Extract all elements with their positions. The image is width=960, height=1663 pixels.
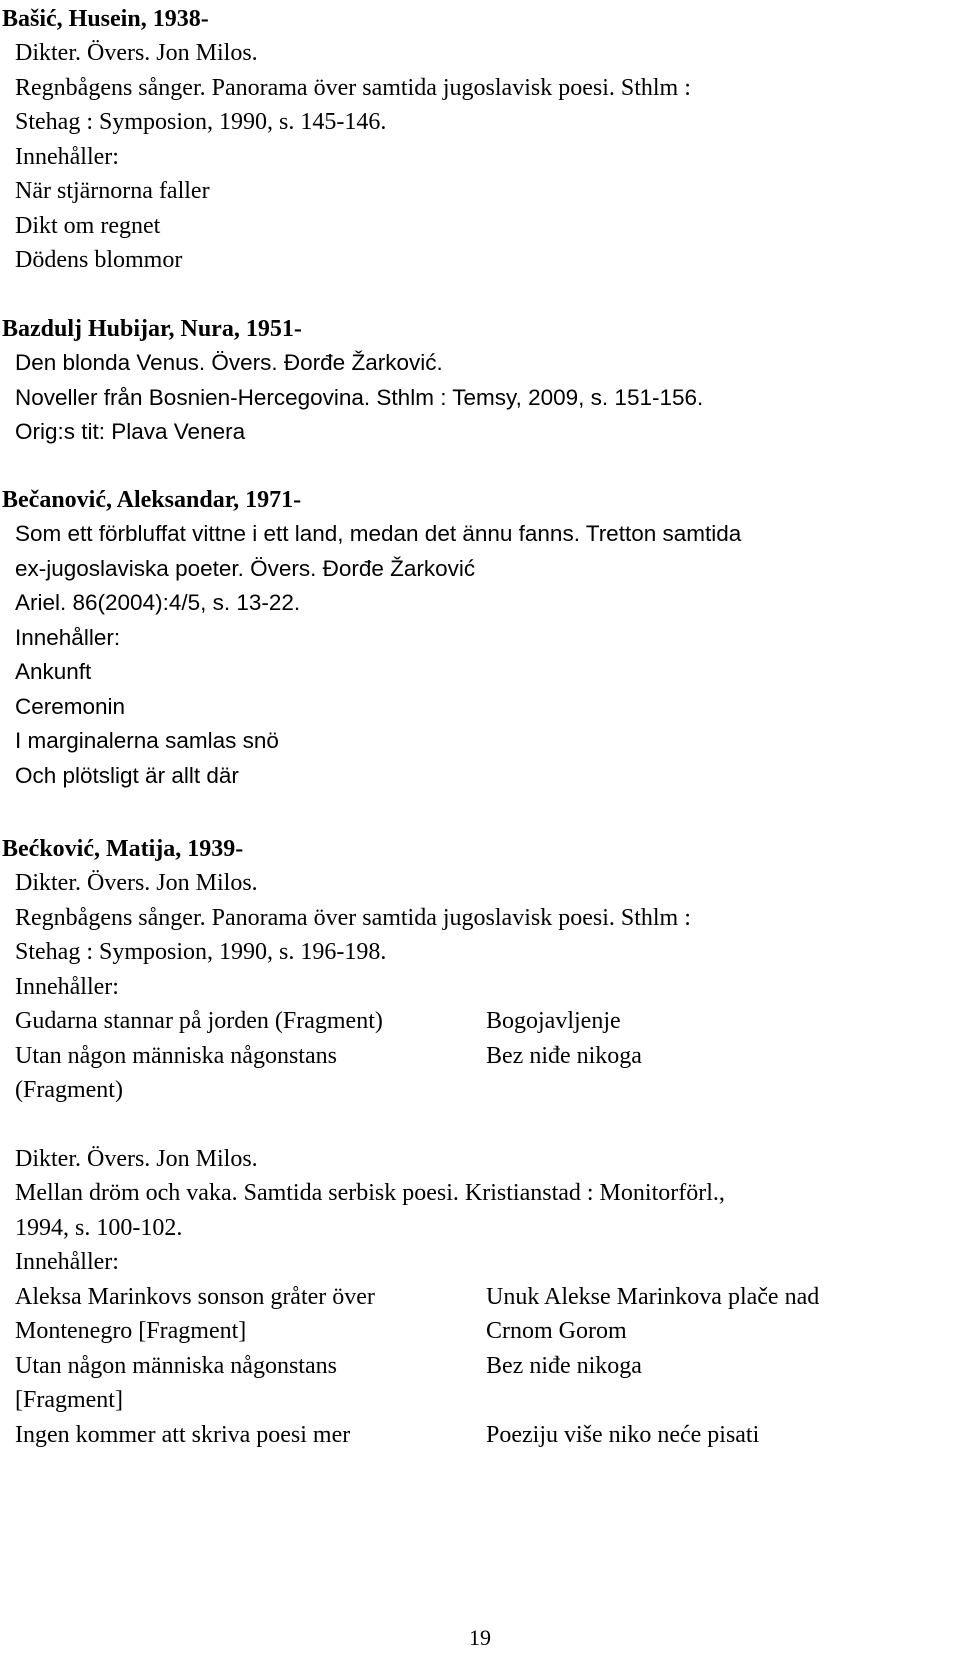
poem-title-sv: (Fragment) bbox=[15, 1077, 123, 1103]
entry-line: Dikter. Övers. Jon Milos. bbox=[15, 870, 258, 896]
poem-title-orig: Poeziju više niko neće pisati bbox=[486, 1421, 760, 1448]
entry-line: Innehåller: bbox=[15, 1249, 119, 1275]
entry-line: Innehåller: bbox=[15, 624, 121, 650]
entry-line: Innehåller: bbox=[15, 973, 119, 1000]
poem-row bbox=[0, 1073, 960, 1108]
entry-line: Ceremonin bbox=[15, 693, 126, 719]
entry-bazdulj bbox=[0, 312, 960, 450]
poem-title-orig: Bez niđe nikoga bbox=[486, 1042, 642, 1069]
entry-line: Den blonda Venus. Övers. Đorđe Žarković. bbox=[15, 350, 443, 375]
entry-becanovic bbox=[0, 483, 960, 793]
entry-line: Dikter. Övers. Jon Milos. bbox=[15, 40, 258, 66]
entry-line: Mellan dröm och vaka. Samtida serbisk poesi. Kristianstad : Monitorförl., bbox=[15, 1180, 725, 1206]
entry-line: I marginalerna samlas snö bbox=[15, 728, 279, 753]
entry-line: 1994, s. 100-102. bbox=[15, 1214, 183, 1241]
entry-line: Dikter. Övers. Jon Milos. bbox=[15, 1145, 258, 1172]
spacer bbox=[0, 1108, 960, 1142]
poem-row bbox=[0, 1280, 960, 1315]
poem-title-orig: Crnom Gorom bbox=[486, 1318, 627, 1344]
entry-line: Stehag : Symposion, 1990, s. 196-198. bbox=[15, 939, 387, 965]
entry-line: Regnbågens sånger. Panorama över samtida jugoslavisk poesi. Sthlm : bbox=[15, 904, 691, 931]
poem-title-sv: Gudarna stannar på jorden (Fragment) bbox=[15, 1008, 383, 1034]
entry-line: ex-jugoslaviska poeter. Övers. Đorđe Žarković bbox=[15, 555, 476, 581]
entry-line: Ariel. 86(2004):4/5, s. 13-22. bbox=[15, 590, 301, 615]
poem-title-sv: Utan någon människa någonstans bbox=[15, 1352, 337, 1379]
poem-row bbox=[0, 1314, 960, 1349]
poem-title-sv: Montenegro [Fragment] bbox=[15, 1318, 247, 1344]
poem-title-sv: Utan någon människa någonstans bbox=[15, 1042, 337, 1069]
poem-title-orig: Bogojavljenje bbox=[486, 1008, 621, 1034]
poem-title-sv: Aleksa Marinkovs sonson gråter över bbox=[15, 1283, 375, 1310]
poem-title-orig: Bez niđe nikoga bbox=[486, 1352, 642, 1379]
entry-heading: Bečanović, Aleksandar, 1971- bbox=[2, 487, 302, 513]
entry-line: Och plötsligt är allt där bbox=[15, 762, 239, 788]
entry-line: Innehåller: bbox=[15, 143, 119, 170]
entry-heading: Bazdulj Hubijar, Nura, 1951- bbox=[2, 316, 302, 342]
entry-line: Orig:s tit: Plava Venera bbox=[15, 419, 246, 444]
poem-row bbox=[0, 1004, 960, 1039]
entry-line: Dikt om regnet bbox=[15, 212, 161, 239]
entry-line: Som ett förbluffat vittne i ett land, medan det ännu fanns. Tretton samtida bbox=[15, 521, 742, 546]
entry-basic bbox=[0, 2, 960, 278]
entry-line: Stehag : Symposion, 1990, s. 145-146. bbox=[15, 109, 387, 135]
entry-line: Noveller från Bosnien-Hercegovina. Sthlm : Temsy, 2009, s. 151-156. bbox=[15, 384, 704, 410]
poem-title-sv: [Fragment] bbox=[15, 1387, 123, 1413]
entry-heading: Bećković, Matija, 1939- bbox=[2, 836, 244, 862]
entry-line: Dödens blommor bbox=[15, 247, 183, 273]
poem-row bbox=[0, 1349, 960, 1384]
poem-title-orig: Unuk Alekse Marinkova plače nad bbox=[486, 1283, 820, 1310]
poem-title-sv: Ingen kommer att skriva poesi mer bbox=[15, 1421, 351, 1448]
entry-beckovic bbox=[0, 832, 960, 1452]
page-number: 19 bbox=[469, 1625, 491, 1650]
entry-line: Regnbågens sånger. Panorama över samtida jugoslavisk poesi. Sthlm : bbox=[15, 74, 691, 101]
poem-row bbox=[0, 1418, 960, 1453]
poem-row bbox=[0, 1383, 960, 1418]
entry-line: Ankunft bbox=[15, 659, 92, 684]
poem-row bbox=[0, 1039, 960, 1074]
entry-line: När stjärnorna faller bbox=[15, 178, 210, 204]
entry-heading: Bašić, Husein, 1938- bbox=[2, 6, 209, 32]
